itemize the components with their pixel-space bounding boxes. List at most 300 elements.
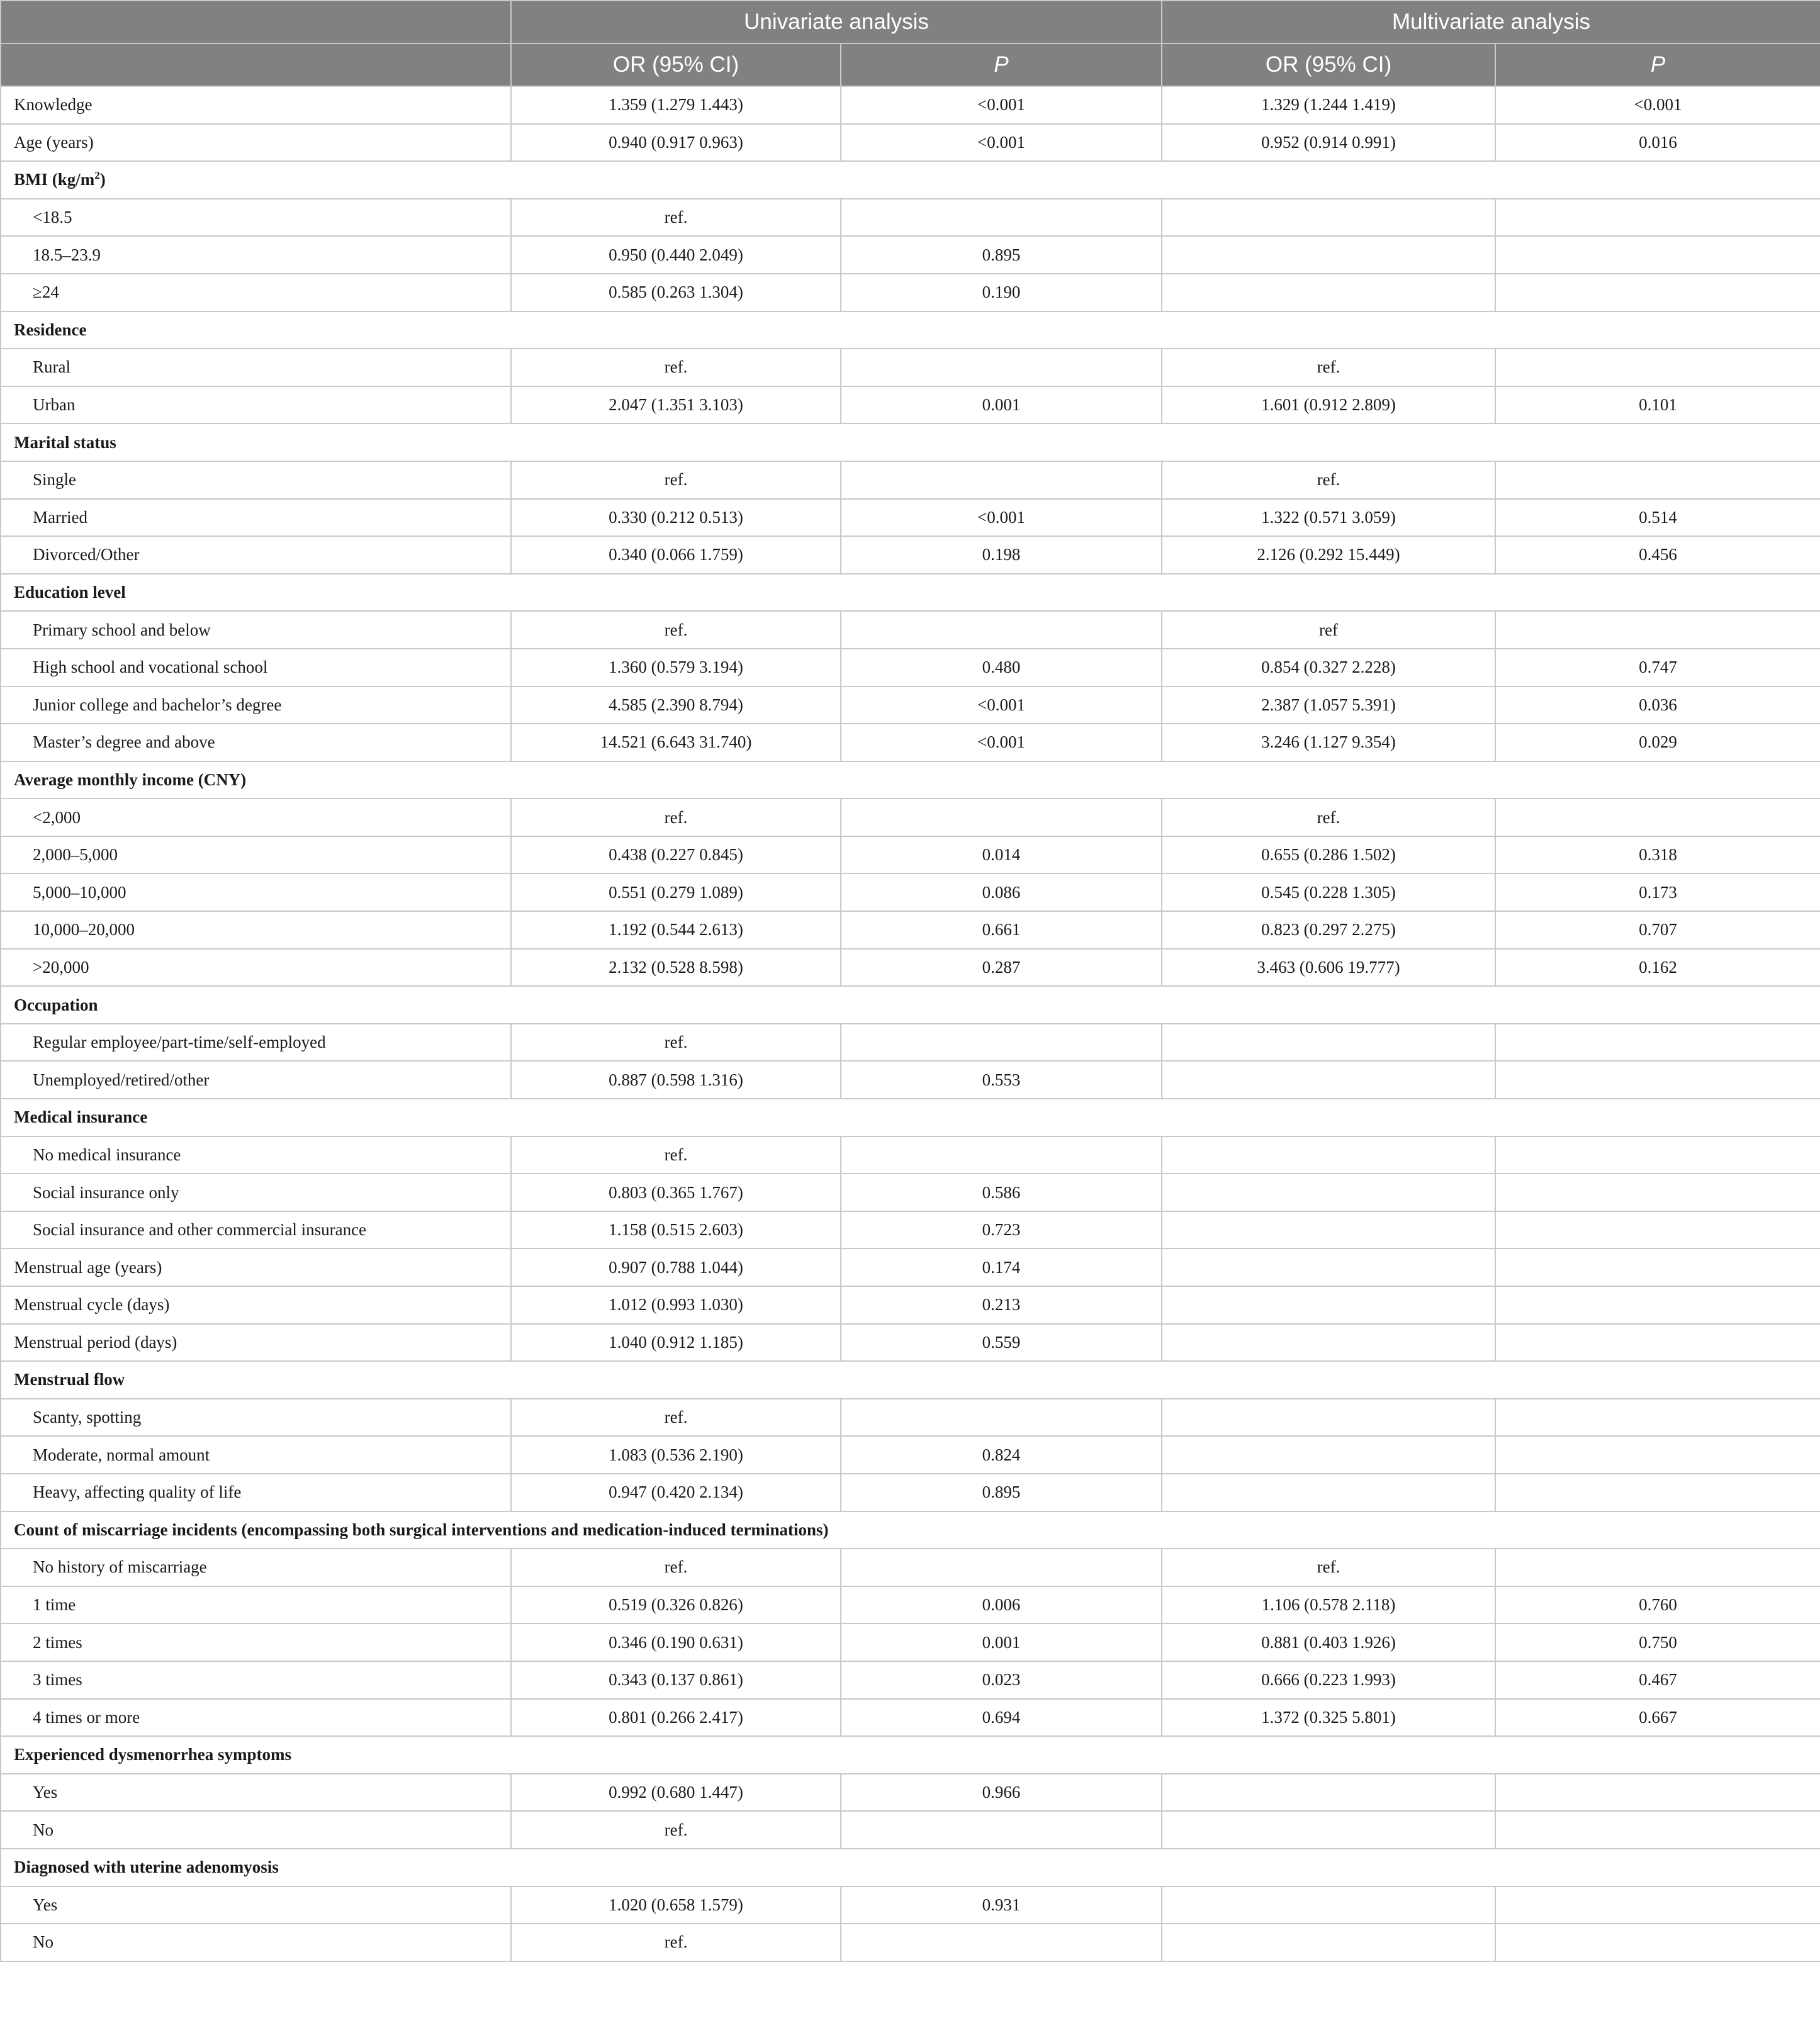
empty-cell: [1162, 1361, 1495, 1399]
univariate-or-cell: ref.: [511, 1024, 841, 1062]
table-row: [1, 461, 1820, 499]
table-row: [1, 1174, 1820, 1211]
table-row: [1, 1286, 1820, 1324]
univariate-or-cell: 1.192 (0.544 2.613): [511, 911, 841, 949]
multivariate-p-cell: 0.036: [1495, 687, 1820, 724]
section-heading-text: Average monthly income (CNY): [14, 770, 247, 789]
row-label: No: [1, 1811, 511, 1849]
multivariate-p-header: P: [1495, 43, 1820, 86]
empty-cell: [1495, 1511, 1820, 1549]
empty-cell: [841, 761, 1162, 799]
multivariate-p-cell: [1495, 1474, 1820, 1511]
table-row: [1, 949, 1820, 987]
multivariate-p-cell: [1495, 1174, 1820, 1211]
section-row: [1, 1511, 1820, 1549]
univariate-or-cell: 2.047 (1.351 3.103): [511, 386, 841, 424]
table-row: [1, 86, 1820, 124]
empty-cell: [511, 574, 841, 612]
table-row: [1, 274, 1820, 311]
multivariate-or-cell: 2.126 (0.292 15.449): [1162, 536, 1495, 574]
multivariate-or-cell: 2.387 (1.057 5.391): [1162, 687, 1495, 724]
multivariate-p-cell: 0.747: [1495, 649, 1820, 687]
section-row: [1, 1099, 1820, 1136]
univariate-or-cell: ref.: [511, 1136, 841, 1174]
empty-cell: [841, 423, 1162, 461]
multivariate-or-cell: ref.: [1162, 799, 1495, 836]
row-label: 18.5–23.9: [1, 236, 511, 274]
section-heading: [1, 761, 511, 799]
section-heading-text: Diagnosed with uterine adenomyosis: [14, 1858, 279, 1877]
header-blank-cell: [1, 1, 511, 43]
univariate-p-cell: 0.966: [841, 1774, 1162, 1812]
multivariate-p-cell: [1495, 1399, 1820, 1437]
univariate-p-cell: [841, 1136, 1162, 1174]
multivariate-or-cell: [1162, 236, 1495, 274]
univariate-or-cell: 1.360 (0.579 3.194): [511, 649, 841, 687]
multivariate-or-cell: 0.666 (0.223 1.993): [1162, 1661, 1495, 1699]
univariate-p-cell: <0.001: [841, 124, 1162, 162]
empty-cell: [1162, 761, 1495, 799]
multivariate-p-cell: [1495, 1549, 1820, 1586]
section-heading: [1, 423, 511, 461]
row-label: 1 time: [1, 1586, 511, 1624]
multivariate-or-cell: 1.322 (0.571 3.059): [1162, 499, 1495, 537]
row-label: 2,000–5,000: [1, 836, 511, 874]
empty-cell: [1495, 1736, 1820, 1774]
section-row: [1, 1736, 1820, 1774]
section-row: [1, 161, 1820, 199]
empty-cell: [1162, 423, 1495, 461]
multivariate-p-cell: 0.162: [1495, 949, 1820, 987]
multivariate-or-cell: [1162, 1061, 1495, 1099]
multivariate-or-cell: 1.601 (0.912 2.809): [1162, 386, 1495, 424]
multivariate-p-cell: [1495, 1324, 1820, 1362]
multivariate-header: Multivariate analysis: [1162, 1, 1820, 43]
table-row: [1, 1211, 1820, 1249]
univariate-p-cell: 0.553: [841, 1061, 1162, 1099]
univariate-header: Univariate analysis: [511, 1, 1162, 43]
univariate-p-cell: <0.001: [841, 724, 1162, 761]
multivariate-p-cell: [1495, 1924, 1820, 1961]
multivariate-or-cell: [1162, 1324, 1495, 1362]
multivariate-or-cell: [1162, 1474, 1495, 1511]
multivariate-or-cell: [1162, 1399, 1495, 1437]
empty-cell: [511, 161, 841, 199]
multivariate-p-cell: [1495, 274, 1820, 311]
header-row-groups: [1, 1, 1820, 43]
univariate-p-cell: 0.824: [841, 1436, 1162, 1474]
univariate-p-cell: 0.931: [841, 1886, 1162, 1924]
table-row: [1, 1399, 1820, 1437]
univariate-p-cell: <0.001: [841, 687, 1162, 724]
empty-cell: [1162, 1511, 1495, 1549]
univariate-or-cell: 0.940 (0.917 0.963): [511, 124, 841, 162]
empty-cell: [841, 986, 1162, 1024]
section-heading: [1, 311, 511, 349]
section-heading: [1, 1511, 829, 1549]
section-heading: [1, 1736, 511, 1774]
table-row: [1, 873, 1820, 911]
row-label: Scanty, spotting: [1, 1399, 511, 1437]
row-label: Moderate, normal amount: [1, 1436, 511, 1474]
row-label: Age (years): [1, 124, 511, 162]
row-label: <2,000: [1, 799, 511, 836]
table-row: [1, 1661, 1820, 1699]
univariate-p-cell: [841, 1399, 1162, 1437]
multivariate-p-cell: 0.707: [1495, 911, 1820, 949]
empty-cell: [1162, 311, 1495, 349]
table-row: [1, 1886, 1820, 1924]
table-row: [1, 1024, 1820, 1062]
empty-cell: [1162, 1849, 1495, 1886]
univariate-p-cell: 0.086: [841, 873, 1162, 911]
univariate-or-cell: 0.343 (0.137 0.861): [511, 1661, 841, 1699]
table-row: [1, 1699, 1820, 1737]
table-row: [1, 1436, 1820, 1474]
univariate-or-cell: 1.012 (0.993 1.030): [511, 1286, 841, 1324]
row-label: Yes: [1, 1774, 511, 1812]
univariate-or-cell: 2.132 (0.528 8.598): [511, 949, 841, 987]
empty-cell: [1495, 1361, 1820, 1399]
multivariate-or-cell: 0.655 (0.286 1.502): [1162, 836, 1495, 874]
table-row: [1, 349, 1820, 386]
empty-cell: [841, 311, 1162, 349]
multivariate-p-cell: 0.318: [1495, 836, 1820, 874]
row-label: Rural: [1, 349, 511, 386]
section-heading-text: Education level: [14, 583, 126, 602]
univariate-or-cell: 0.551 (0.279 1.089): [511, 873, 841, 911]
univariate-or-cell: ref.: [511, 349, 841, 386]
multivariate-p-cell: [1495, 1248, 1820, 1286]
multivariate-or-cell: [1162, 1174, 1495, 1211]
multivariate-or-cell: 0.854 (0.327 2.228): [1162, 649, 1495, 687]
univariate-p-cell: 0.895: [841, 1474, 1162, 1511]
section-heading: [1, 986, 511, 1024]
empty-cell: [1495, 161, 1820, 199]
row-label: Single: [1, 461, 511, 499]
univariate-p-cell: 0.198: [841, 536, 1162, 574]
multivariate-p-cell: 0.750: [1495, 1623, 1820, 1661]
univariate-p-cell: 0.723: [841, 1211, 1162, 1249]
superscript: 2: [94, 169, 100, 182]
univariate-p-cell: <0.001: [841, 499, 1162, 537]
section-heading-text: Marital status: [14, 432, 116, 452]
multivariate-p-cell: [1495, 1136, 1820, 1174]
univariate-or-cell: ref.: [511, 1399, 841, 1437]
univariate-or-cell: 0.330 (0.212 0.513): [511, 499, 841, 537]
empty-cell: [841, 161, 1162, 199]
multivariate-or-cell: [1162, 1436, 1495, 1474]
univariate-or-cell: 0.907 (0.788 1.044): [511, 1248, 841, 1286]
multivariate-p-cell: [1495, 1024, 1820, 1062]
multivariate-or-cell: [1162, 274, 1495, 311]
univariate-or-cell: ref.: [511, 1924, 841, 1961]
header-blank-cell: [1, 43, 511, 86]
univariate-p-cell: 0.023: [841, 1661, 1162, 1699]
univariate-p-header: P: [841, 43, 1162, 86]
multivariate-p-cell: 0.101: [1495, 386, 1820, 424]
multivariate-p-cell: [1495, 1211, 1820, 1249]
multivariate-or-cell: 0.823 (0.297 2.275): [1162, 911, 1495, 949]
univariate-p-cell: 0.190: [841, 274, 1162, 311]
multivariate-or-cell: [1162, 1248, 1495, 1286]
multivariate-or-header: OR (95% CI): [1162, 43, 1495, 86]
univariate-p-cell: 0.174: [841, 1248, 1162, 1286]
section-heading-text: Medical insurance: [14, 1107, 148, 1127]
univariate-or-cell: ref.: [511, 461, 841, 499]
univariate-or-cell: 0.992 (0.680 1.447): [511, 1774, 841, 1812]
empty-cell: [841, 1849, 1162, 1886]
univariate-p-cell: <0.001: [841, 86, 1162, 124]
empty-cell: [511, 423, 841, 461]
table-row: [1, 536, 1820, 574]
empty-cell: [1495, 761, 1820, 799]
empty-cell: [1495, 1099, 1820, 1136]
multivariate-or-cell: 1.372 (0.325 5.801): [1162, 1699, 1495, 1737]
empty-cell: [841, 574, 1162, 612]
multivariate-or-cell: 1.329 (1.244 1.419): [1162, 86, 1495, 124]
univariate-p-cell: [841, 1924, 1162, 1961]
multivariate-p-cell: 0.667: [1495, 1699, 1820, 1737]
univariate-or-cell: 0.519 (0.326 0.826): [511, 1586, 841, 1624]
empty-cell: [1495, 423, 1820, 461]
row-label: 4 times or more: [1, 1699, 511, 1737]
univariate-p-cell: 0.480: [841, 649, 1162, 687]
table-row: [1, 499, 1820, 537]
multivariate-or-cell: [1162, 1136, 1495, 1174]
section-row: [1, 574, 1820, 612]
row-label: Menstrual period (days): [1, 1324, 511, 1362]
multivariate-p-cell: [1495, 611, 1820, 649]
row-label: Junior college and bachelor’s degree: [1, 687, 511, 724]
univariate-p-cell: 0.006: [841, 1586, 1162, 1624]
row-label: Knowledge: [1, 86, 511, 124]
multivariate-p-cell: <0.001: [1495, 86, 1820, 124]
univariate-or-cell: ref.: [511, 611, 841, 649]
table-row: [1, 1248, 1820, 1286]
univariate-p-cell: 0.661: [841, 911, 1162, 949]
empty-cell: [511, 1736, 841, 1774]
multivariate-p-cell: [1495, 1886, 1820, 1924]
empty-cell: [1162, 1736, 1495, 1774]
multivariate-or-cell: ref.: [1162, 461, 1495, 499]
multivariate-p-cell: 0.467: [1495, 1661, 1820, 1699]
univariate-or-cell: ref.: [511, 1549, 841, 1586]
univariate-or-cell: ref.: [511, 199, 841, 237]
section-heading-text: Experienced dysmenorrhea symptoms: [14, 1745, 291, 1764]
multivariate-p-cell: 0.029: [1495, 724, 1820, 761]
univariate-p-cell: [841, 1811, 1162, 1849]
univariate-p-cell: [841, 1024, 1162, 1062]
row-label: Primary school and below: [1, 611, 511, 649]
univariate-or-cell: 1.020 (0.658 1.579): [511, 1886, 841, 1924]
section-heading-text: Menstrual flow: [14, 1370, 125, 1389]
empty-cell: [511, 986, 841, 1024]
empty-cell: [841, 1736, 1162, 1774]
univariate-or-cell: 0.947 (0.420 2.134): [511, 1474, 841, 1511]
table-row: [1, 1811, 1820, 1849]
univariate-or-cell: 0.438 (0.227 0.845): [511, 836, 841, 874]
row-label: Yes: [1, 1886, 511, 1924]
multivariate-or-cell: 0.545 (0.228 1.305): [1162, 873, 1495, 911]
multivariate-p-cell: [1495, 199, 1820, 237]
multivariate-p-cell: [1495, 236, 1820, 274]
row-label: 2 times: [1, 1623, 511, 1661]
section-heading: [1, 1099, 511, 1136]
row-label: ≥24: [1, 274, 511, 311]
section-heading: [1, 574, 511, 612]
row-label: Unemployed/retired/other: [1, 1061, 511, 1099]
univariate-or-cell: ref.: [511, 1811, 841, 1849]
multivariate-or-cell: [1162, 1024, 1495, 1062]
univariate-p-cell: [841, 799, 1162, 836]
multivariate-p-cell: [1495, 461, 1820, 499]
univariate-or-cell: 1.083 (0.536 2.190): [511, 1436, 841, 1474]
row-label: 10,000–20,000: [1, 911, 511, 949]
row-label: No medical insurance: [1, 1136, 511, 1174]
univariate-p-cell: 0.014: [841, 836, 1162, 874]
section-row: [1, 986, 1820, 1024]
univariate-p-cell: [841, 199, 1162, 237]
empty-cell: [511, 1099, 841, 1136]
row-label: Menstrual cycle (days): [1, 1286, 511, 1324]
section-heading: [1, 1361, 511, 1399]
table-row: [1, 1623, 1820, 1661]
univariate-p-cell: 0.895: [841, 236, 1162, 274]
multivariate-or-cell: [1162, 199, 1495, 237]
multivariate-or-cell: 0.881 (0.403 1.926): [1162, 1623, 1495, 1661]
univariate-or-header: OR (95% CI): [511, 43, 841, 86]
empty-cell: [1495, 986, 1820, 1024]
univariate-or-cell: 1.359 (1.279 1.443): [511, 86, 841, 124]
row-label: Menstrual age (years): [1, 1248, 511, 1286]
univariate-or-cell: ref.: [511, 799, 841, 836]
row-label: <18.5: [1, 199, 511, 237]
multivariate-or-cell: 0.952 (0.914 0.991): [1162, 124, 1495, 162]
multivariate-or-cell: ref: [1162, 611, 1495, 649]
univariate-p-cell: 0.213: [841, 1286, 1162, 1324]
empty-cell: [841, 1361, 1162, 1399]
multivariate-or-cell: [1162, 1286, 1495, 1324]
row-label: No: [1, 1924, 511, 1961]
section-row: [1, 1361, 1820, 1399]
section-heading: [1, 1849, 511, 1886]
univariate-or-cell: 1.040 (0.912 1.185): [511, 1324, 841, 1362]
univariate-p-cell: [841, 461, 1162, 499]
univariate-p-cell: 0.586: [841, 1174, 1162, 1211]
univariate-p-cell: [841, 349, 1162, 386]
table-row: [1, 1474, 1820, 1511]
univariate-or-cell: 0.585 (0.263 1.304): [511, 274, 841, 311]
multivariate-or-cell: ref.: [1162, 1549, 1495, 1586]
empty-cell: [1495, 1849, 1820, 1886]
univariate-p-cell: 0.287: [841, 949, 1162, 987]
table-row: [1, 911, 1820, 949]
univariate-or-cell: 14.521 (6.643 31.740): [511, 724, 841, 761]
multivariate-or-cell: 3.246 (1.127 9.354): [1162, 724, 1495, 761]
table-row: [1, 649, 1820, 687]
univariate-p-cell: 0.001: [841, 386, 1162, 424]
row-label: Urban: [1, 386, 511, 424]
table-row: [1, 1136, 1820, 1174]
table-row: [1, 124, 1820, 162]
section-heading-text: Occupation: [14, 995, 98, 1014]
section-heading-text: Count of miscarriage incidents (encompassing both surgical interventions and medication-induced terminations): [14, 1520, 829, 1539]
section-row: [1, 311, 1820, 349]
empty-cell: [1495, 311, 1820, 349]
univariate-or-cell: 0.346 (0.190 0.631): [511, 1623, 841, 1661]
multivariate-p-cell: 0.016: [1495, 124, 1820, 162]
multivariate-p-cell: [1495, 1286, 1820, 1324]
table-row: [1, 799, 1820, 836]
row-label: Master’s degree and above: [1, 724, 511, 761]
univariate-or-cell: 0.801 (0.266 2.417): [511, 1699, 841, 1737]
univariate-p-cell: 0.694: [841, 1699, 1162, 1737]
row-label: 5,000–10,000: [1, 873, 511, 911]
empty-cell: [1162, 1099, 1495, 1136]
empty-cell: [511, 311, 841, 349]
univariate-p-cell: [841, 1549, 1162, 1586]
table-row: [1, 1061, 1820, 1099]
univariate-or-cell: 0.950 (0.440 2.049): [511, 236, 841, 274]
row-label: Social insurance and other commercial insurance: [1, 1211, 511, 1249]
table-row: [1, 836, 1820, 874]
section-row: [1, 761, 1820, 799]
table-row: [1, 611, 1820, 649]
empty-cell: [511, 761, 841, 799]
table-body: [1, 86, 1820, 1961]
header-row-columns: [1, 43, 1820, 86]
univariate-p-cell: [841, 611, 1162, 649]
row-label: Married: [1, 499, 511, 537]
row-label: 3 times: [1, 1661, 511, 1699]
table-header: [1, 1, 1820, 86]
section-row: [1, 1849, 1820, 1886]
multivariate-p-cell: 0.514: [1495, 499, 1820, 537]
multivariate-p-cell: [1495, 1061, 1820, 1099]
multivariate-p-cell: 0.456: [1495, 536, 1820, 574]
univariate-p-cell: 0.001: [841, 1623, 1162, 1661]
univariate-or-cell: 0.887 (0.598 1.316): [511, 1061, 841, 1099]
multivariate-p-cell: 0.760: [1495, 1586, 1820, 1624]
multivariate-or-cell: [1162, 1211, 1495, 1249]
row-label: High school and vocational school: [1, 649, 511, 687]
table-row: [1, 386, 1820, 424]
univariate-or-cell: 1.158 (0.515 2.603): [511, 1211, 841, 1249]
section-row: [1, 423, 1820, 461]
empty-cell: [511, 1849, 841, 1886]
multivariate-p-cell: [1495, 1774, 1820, 1812]
row-label: Heavy, affecting quality of life: [1, 1474, 511, 1511]
multivariate-p-cell: [1495, 1436, 1820, 1474]
multivariate-or-cell: [1162, 1886, 1495, 1924]
table-row: [1, 1324, 1820, 1362]
multivariate-or-cell: ref.: [1162, 349, 1495, 386]
empty-cell: [841, 1511, 1162, 1549]
empty-cell: [511, 1361, 841, 1399]
table-row: [1, 1774, 1820, 1812]
empty-cell: [1495, 574, 1820, 612]
multivariate-or-cell: [1162, 1774, 1495, 1812]
multivariate-or-cell: [1162, 1811, 1495, 1849]
table-row: [1, 199, 1820, 237]
univariate-or-cell: 0.340 (0.066 1.759): [511, 536, 841, 574]
multivariate-p-cell: 0.173: [1495, 873, 1820, 911]
empty-cell: [1162, 986, 1495, 1024]
multivariate-or-cell: 3.463 (0.606 19.777): [1162, 949, 1495, 987]
empty-cell: [841, 1099, 1162, 1136]
section-heading-text: Residence: [14, 320, 87, 339]
